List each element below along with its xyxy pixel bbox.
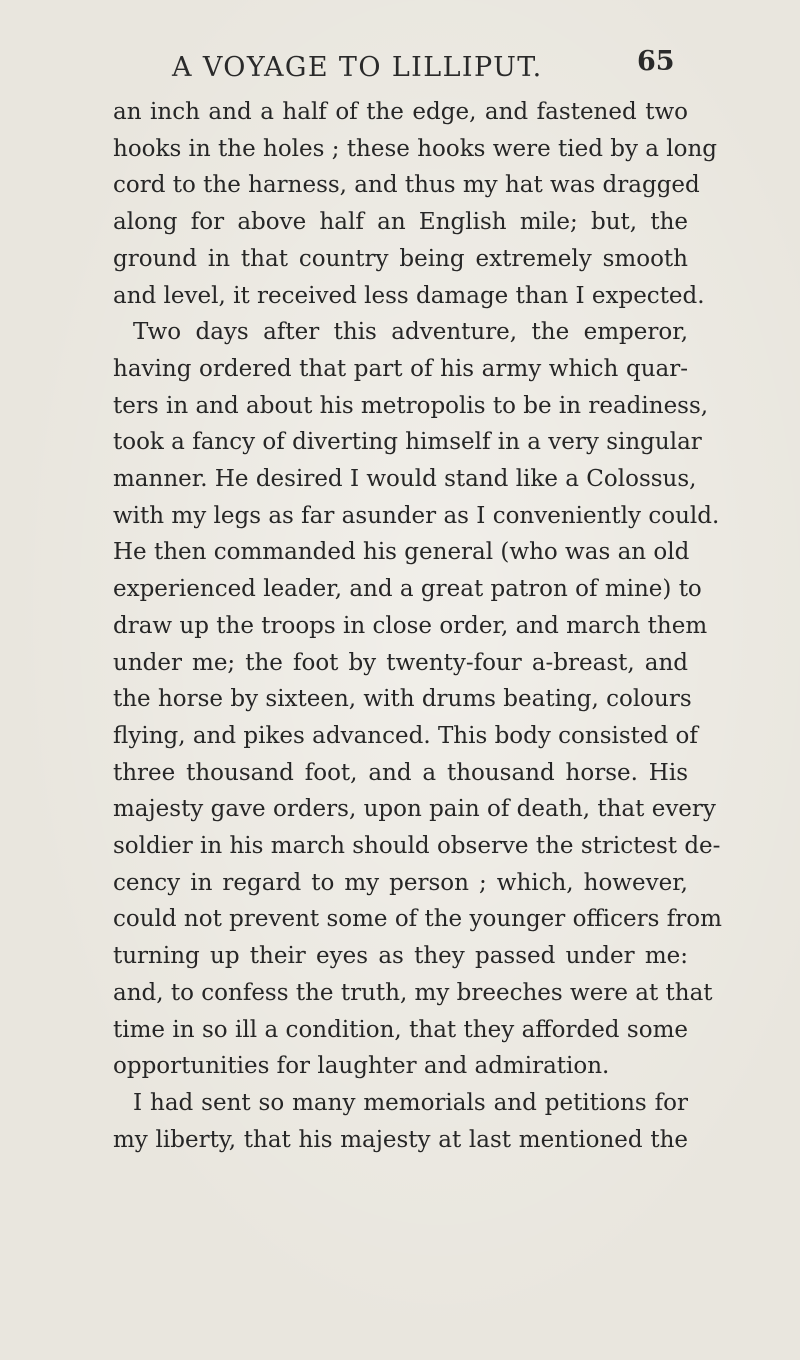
text-line: along for above half an English mile; but, the: [113, 209, 688, 236]
text-line: and level, it received less damage than I expected.: [113, 282, 705, 309]
text-line: and, to confess the truth, my breeches were at that: [113, 979, 713, 1006]
text-line: experienced leader, and a great patron of mine) to: [113, 576, 702, 603]
text-line: time in so ill a condition, that they afforded some: [113, 1016, 688, 1043]
text-line: opportunities for laughter and admiration.: [113, 1053, 610, 1080]
text-line: turning up their eyes as they passed under me:: [113, 943, 688, 970]
text-line: with my legs as far asunder as I conveniently could.: [113, 502, 720, 529]
text-line: soldier in his march should observe the strictest de-: [113, 833, 721, 859]
text-line: under me; the foot by twenty-four a-breast, and: [113, 649, 688, 676]
text-line: flying, and pikes advanced. This body consisted of: [113, 722, 698, 749]
text-line: Two days after this adventure, the emperor,: [133, 319, 688, 346]
text-line: cency in regard to my person ; which, however,: [113, 869, 688, 896]
text-line: the horse by sixteen, with drums beating, colours: [113, 686, 692, 713]
text-line: hooks in the holes ; these hooks were tied by a long: [113, 135, 718, 162]
running-title: A VOYAGE TO LILLIPUT.: [172, 52, 543, 83]
text-line: having ordered that part of his army which quar-: [113, 355, 688, 382]
text-line: majesty gave orders, upon pain of death, that every: [113, 796, 716, 823]
text-line: ground in that country being extremely smooth: [113, 245, 688, 272]
text-line: my liberty, that his majesty at last mentioned the: [113, 1126, 688, 1153]
page-header: [0, 46, 800, 92]
text-line: could not prevent some of the younger officers from: [113, 906, 722, 933]
text-line: I had sent so many memorials and petitions for: [133, 1089, 688, 1116]
page-number: 65: [637, 46, 675, 77]
text-line: cord to the harness, and thus my hat was dragged: [113, 172, 700, 199]
text-line: He then commanded his general (who was an old: [113, 539, 690, 566]
text-line: took a fancy of diverting himself in a very singular: [113, 429, 702, 456]
text-line: ters in and about his metropolis to be in readiness,: [113, 392, 709, 419]
text-line: manner. He desired I would stand like a Colossus,: [113, 466, 697, 492]
text-line: an inch and a half of the edge, and fastened two: [113, 99, 688, 125]
text-line: draw up the troops in close order, and march them: [113, 612, 708, 639]
text-line: three thousand foot, and a thousand horse. His: [113, 759, 688, 786]
